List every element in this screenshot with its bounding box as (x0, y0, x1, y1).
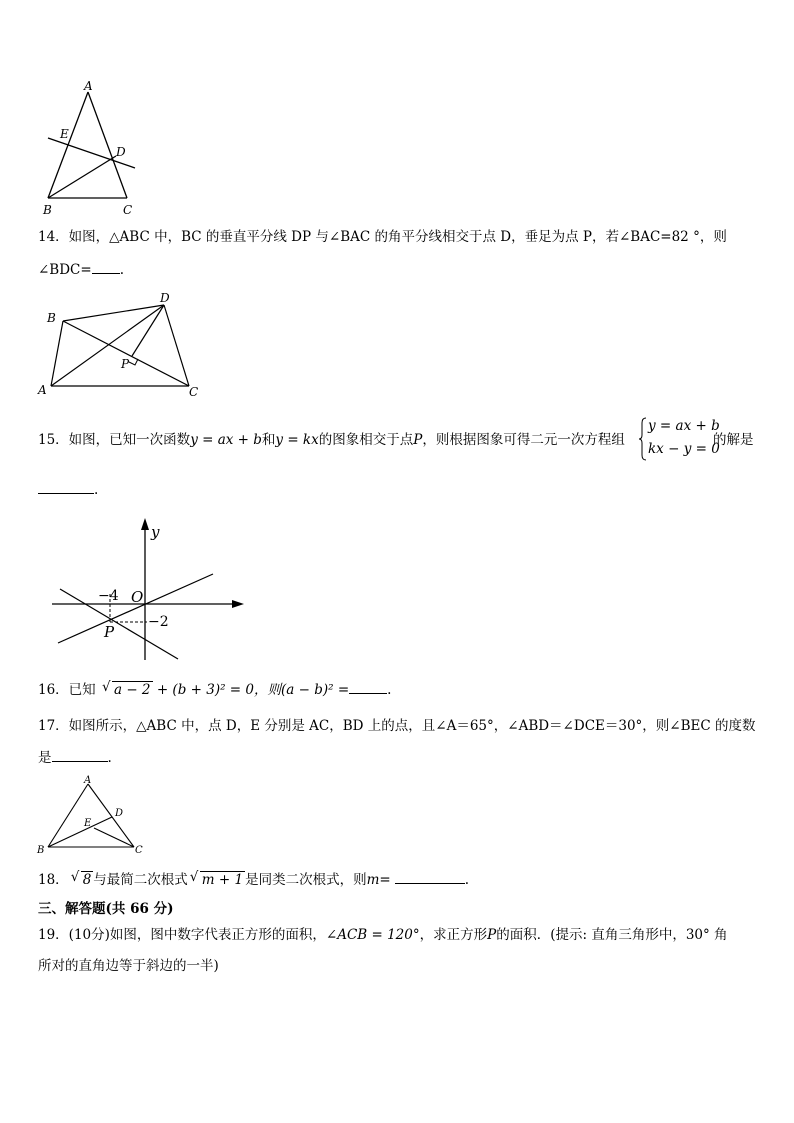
q18-radicand1: 8 (82, 872, 92, 888)
q17-line1: 17．如图所示，△ABC 中，点 D，E 分别是 AC，BD 上的点，且∠A＝65°，∠ABD＝∠DCE＝30°，则∠BEC 的度数 (38, 718, 756, 734)
x-arrow-icon (232, 600, 244, 608)
q16-middle: + (b + 3)² = 0，则 (156, 682, 281, 698)
q16-radicand: a − 2 (113, 682, 151, 698)
q15-part1: 15．如图，已知一次函数 (38, 432, 191, 448)
figure-q13 (38, 80, 148, 220)
q17-line2 (38, 749, 112, 766)
label-B: B (43, 203, 52, 217)
label-A: A (38, 383, 47, 397)
brace-icon (639, 417, 647, 461)
q19-line1-c: 的面积．(提示: 直角三角形中，30° 角 (496, 927, 728, 943)
q14-line2-prefix: ∠BDC= (38, 262, 92, 278)
q15-part5: 的解是 (713, 432, 754, 448)
q15-line2 (38, 481, 98, 498)
label-C: C (123, 203, 133, 217)
label-C: C (135, 845, 143, 856)
q19-line1-a: 19．(10分)如图，图中数字代表正方形的面积， (38, 927, 326, 943)
q15-eq2: kx − y = 0 (648, 441, 720, 457)
section-title: 三、解答题(共 66 分) (38, 901, 174, 917)
q16-radical (112, 681, 153, 698)
q18-suffix: 是同类二次根式，则 (245, 872, 367, 888)
q19-line1 (38, 927, 728, 943)
label-D: D (115, 808, 124, 819)
q17-answer-blank (52, 749, 108, 762)
figure-q15 (50, 515, 250, 665)
q18-radicand2: m + 1 (201, 872, 244, 888)
q16-expr: (a − b)² = (281, 682, 350, 698)
q14-line2-suffix: . (119, 262, 124, 278)
q15-answer-blank (38, 481, 94, 494)
q18-line (38, 871, 469, 888)
figure-q14 (36, 290, 206, 400)
q15-part4: ，则根据图象可得二元一次方程组 (422, 432, 625, 448)
q14-line1: 14．如图，△ABC 中，BC 的垂直平分线 DP 与∠BAC 的角平分线相交于点 D，垂足为点 P，若∠BAC=82 °，则 (38, 229, 727, 245)
label-E: E (60, 127, 69, 141)
label-B: B (37, 845, 45, 856)
label-D: D (160, 291, 170, 305)
q19-angle: ∠ACB = 120° (325, 927, 420, 943)
q18-radical1 (81, 871, 94, 888)
label-E: E (84, 818, 92, 829)
label-B: B (47, 311, 56, 325)
label-minus4: −4 (98, 588, 119, 604)
q16-line (38, 681, 391, 698)
q15-part2: 和 (261, 432, 276, 448)
q18-var: m (366, 872, 380, 888)
label-A: A (84, 775, 92, 786)
q18-end: . (464, 872, 469, 888)
q19-p: P (487, 927, 497, 943)
q18-radical2 (200, 871, 245, 888)
q16-end: . (387, 682, 392, 698)
q14-line2 (38, 261, 124, 278)
label-O: O (131, 588, 144, 606)
q18-eq: = (379, 872, 391, 888)
label-P: P (104, 623, 115, 641)
label-P: P (121, 357, 130, 371)
figure-q17 (36, 775, 146, 855)
q18-answer-blank (395, 871, 465, 884)
label-C: C (189, 385, 199, 399)
q19-line2: 所对的直角边等于斜边的一半) (38, 958, 219, 974)
q15-eq1: y = ax + b (648, 418, 720, 434)
q14-answer-blank (92, 261, 120, 274)
label-D: D (116, 145, 126, 159)
label-minus2: −2 (148, 614, 169, 630)
label-A: A (84, 79, 93, 93)
y-arrow-icon (141, 518, 149, 530)
q19-line1-b: ，求正方形 (419, 927, 488, 943)
q15-point-p: P (413, 432, 423, 448)
label-y: y (151, 523, 160, 541)
q18-prefix: 18． (38, 872, 69, 888)
q17-line2-suffix: . (107, 750, 112, 766)
q15-line1 (38, 432, 625, 448)
q15-expr2: y = kx (275, 432, 319, 448)
q15-end: . (94, 482, 99, 498)
q18-middle: 与最简二次根式 (93, 872, 188, 888)
q15-part3: 的图象相交于点 (318, 432, 414, 448)
q16-prefix: 16．已知 (38, 682, 96, 698)
q15-expr1: y = ax + b (190, 432, 262, 448)
q17-line2-prefix: 是 (38, 750, 52, 766)
q16-answer-blank (349, 681, 387, 694)
